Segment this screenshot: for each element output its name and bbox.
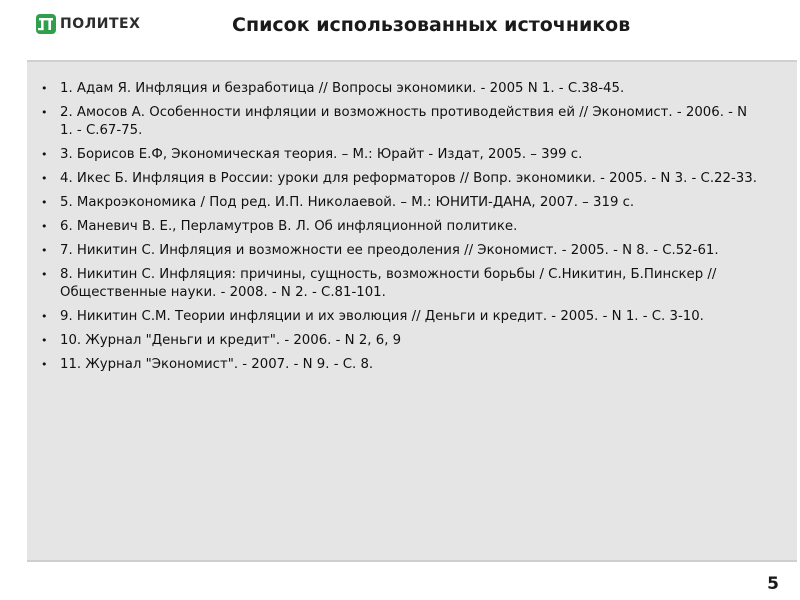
reference-text: 1. Адам Я. Инфляция и безработица // Вопросы экономики. - 2005 N 1. - С.38-45. (60, 81, 625, 96)
bullet-icon: • (41, 244, 48, 257)
reference-item (41, 266, 761, 302)
reference-item (41, 356, 761, 374)
reference-item (41, 308, 761, 326)
reference-text: 5. Макроэкономика / Под ред. И.П. Николаевой. – М.: ЮНИТИ-ДАНА, 2007. – 319 с. (60, 195, 635, 210)
reference-text: 3. Борисов Е.Ф, Экономическая теория. – М.: Юрайт - Издат, 2005. – 399 с. (60, 147, 583, 162)
reference-item (41, 170, 761, 188)
reference-text: 9. Никитин С.М. Теории инфляции и их эволюция // Деньги и кредит. - 2005. - N 1. - С. 3-10. (60, 309, 704, 324)
reference-text: 10. Журнал "Деньги и кредит". - 2006. - N 2, 6, 9 (60, 333, 402, 348)
bullet-icon: • (41, 106, 48, 119)
reference-item (41, 194, 761, 212)
reference-text: 6. Маневич В. Е., Перламутров В. Л. Об инфляционной политике. (60, 219, 518, 234)
reference-item (41, 104, 761, 140)
bullet-icon: • (41, 310, 48, 323)
reference-text: 4. Икес Б. Инфляция в России: уроки для реформаторов // Вопр. экономики. - 2005. - N 3. - С.22-33. (60, 171, 757, 186)
bullet-icon: • (41, 82, 48, 95)
references-panel (27, 60, 797, 562)
reference-text: 11. Журнал "Экономист". - 2007. - N 9. - С. 8. (60, 357, 374, 372)
page-number: 5 (767, 574, 779, 594)
reference-text: 8. Никитин С. Инфляция: причины, сущность, возможности борьбы / С.Никитин, Б.Пинскер // Общественные науки. - 2008. - N 2. - С.81-101. (60, 267, 717, 300)
politech-logo-icon (36, 14, 56, 34)
bullet-icon: • (41, 358, 48, 371)
reference-item (41, 242, 761, 260)
reference-item (41, 218, 761, 236)
reference-item (41, 80, 761, 98)
bullet-icon: • (41, 196, 48, 209)
bullet-icon: • (41, 220, 48, 233)
bullet-icon: • (41, 334, 48, 347)
bullet-icon: • (41, 148, 48, 161)
bullet-icon: • (41, 268, 48, 281)
bullet-icon: • (41, 172, 48, 185)
reference-text: 7. Никитин С. Инфляция и возможности ее преодоления // Экономист. - 2005. - N 8. - С.52-61. (60, 243, 719, 258)
slide-header (0, 0, 800, 58)
reference-text: 2. Амосов А. Особенности инфляции и возможность противодействия ей // Экономист. - 2006. - N 1. - С.67-75. (60, 105, 748, 138)
reference-item (41, 146, 761, 164)
reference-list (41, 80, 761, 380)
logo-text: ПОЛИТЕХ (60, 16, 141, 32)
page-title: Список использованных источников (232, 14, 631, 36)
reference-item (41, 332, 761, 350)
politech-logo (36, 13, 140, 35)
